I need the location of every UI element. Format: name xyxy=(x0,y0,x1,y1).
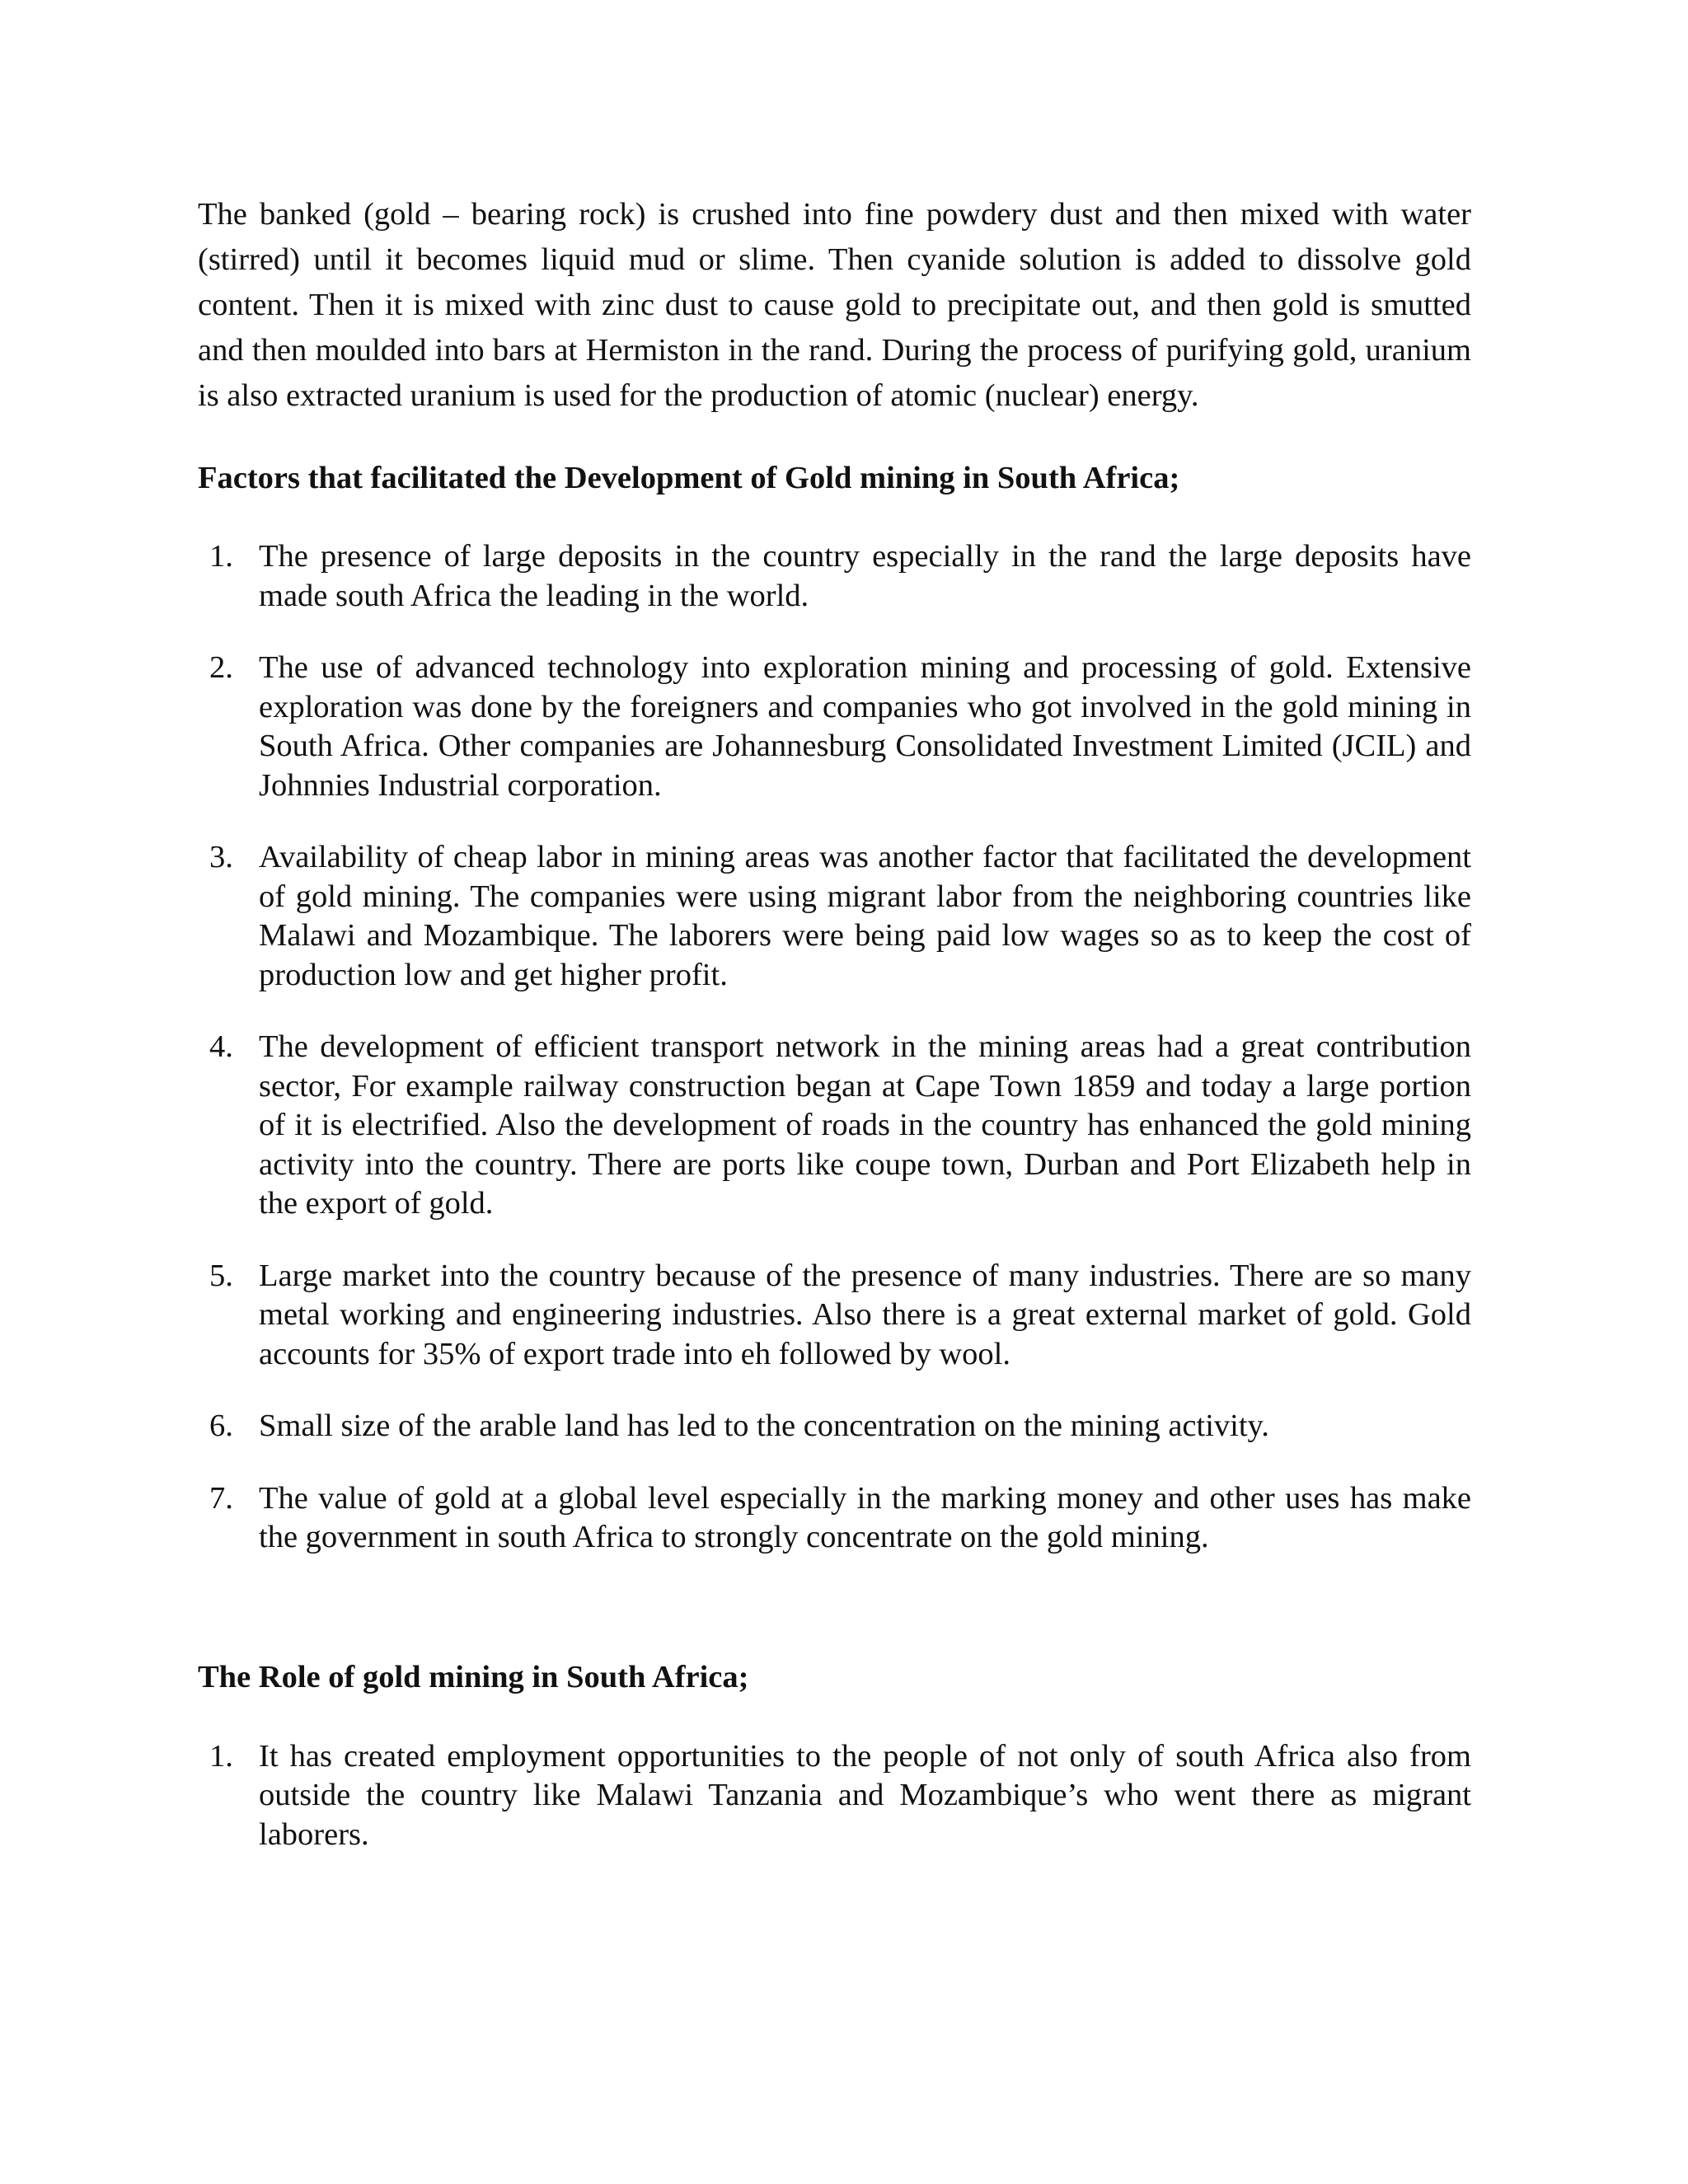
list-item-text: Small size of the arable land has led to the concentration on the mining activity. xyxy=(259,1408,1269,1443)
list-item xyxy=(198,1407,1471,1446)
list-item xyxy=(198,1737,1471,1855)
role-list xyxy=(198,1737,1471,1855)
list-item xyxy=(198,649,1471,805)
intro-paragraph: The banked (gold – bearing rock) is crushed into fine powdery dust and then mixed with water (stirred) until it becomes liquid mud or slime. Then cyanide solution is added to dissolve gold content. Then it is mixed with zinc dust to cause gold to precipitate out, and then gold is smutted and then moulded into bars at Hermiston in the rand. During the process of purifying gold, uranium is also extracted uranium is used for the production of atomic (nuclear) energy. xyxy=(198,197,1471,413)
factors-list xyxy=(198,537,1471,1558)
list-item xyxy=(198,838,1471,995)
section-heading-factors: Factors that facilitated the Development of Gold mining in South Africa; xyxy=(198,461,1180,495)
list-item-number: 7. xyxy=(209,1480,233,1516)
list-item xyxy=(198,1028,1471,1224)
list-item-number: 6. xyxy=(209,1408,233,1443)
list-item-text: Availability of cheap labor in mining areas was another factor that facilitated the development of gold mining. The companies were using migrant labor from the neighboring countries like Malawi and Mozambique. The laborers were being paid low wages so as to keep the cost of production low and get higher profit. xyxy=(259,840,1471,992)
list-item-text: The use of advanced technology into exploration mining and processing of gold. Extensive exploration was done by the foreigners and companies who got involved in the gold mining in South Africa. Other companies are Johannesburg Consolidated Investment Limited (JCIL) and Johnnies Industrial corporation. xyxy=(259,650,1471,803)
list-item-text: The presence of large deposits in the country especially in the rand the large deposits have made south Africa the leading in the world. xyxy=(259,539,1471,613)
section-heading-role: The Role of gold mining in South Africa; xyxy=(198,1659,749,1694)
list-item-number: 1. xyxy=(209,1738,233,1774)
list-item-number: 1. xyxy=(209,539,233,574)
list-item xyxy=(198,1479,1471,1558)
list-item-number: 3. xyxy=(209,840,233,874)
list-item-text: It has created employment opportunities to the people of not only of south Africa also from outside the country like Malawi Tanzania and Mozambique’s who went there as migrant laborers. xyxy=(259,1738,1471,1852)
list-item xyxy=(198,537,1471,616)
list-item-number: 2. xyxy=(209,650,233,685)
list-item-text: The development of efficient transport network in the mining areas had a great contribution sector, For example railway construction began at Cape Town 1859 and today a large portion of it is electrified. Also the development of roads in the country has enhanced the gold mining activity into the country. There are ports like coupe town, Durban and Port Elizabeth help in the export of gold. xyxy=(259,1029,1471,1221)
list-item xyxy=(198,1257,1471,1375)
list-item-text: The value of gold at a global level especially in the marking money and other uses has make the government in south Africa to strongly concentrate on the gold mining. xyxy=(259,1480,1471,1554)
list-item-text: Large market into the country because of the presence of many industries. There are so many metal working and engineering industries. Also there is a great external market of gold. Gold accounts for 35% of export trade into eh followed by wool. xyxy=(259,1258,1471,1371)
document-page xyxy=(198,192,1471,1887)
list-item-number: 4. xyxy=(209,1029,233,1064)
list-item-number: 5. xyxy=(209,1258,233,1293)
